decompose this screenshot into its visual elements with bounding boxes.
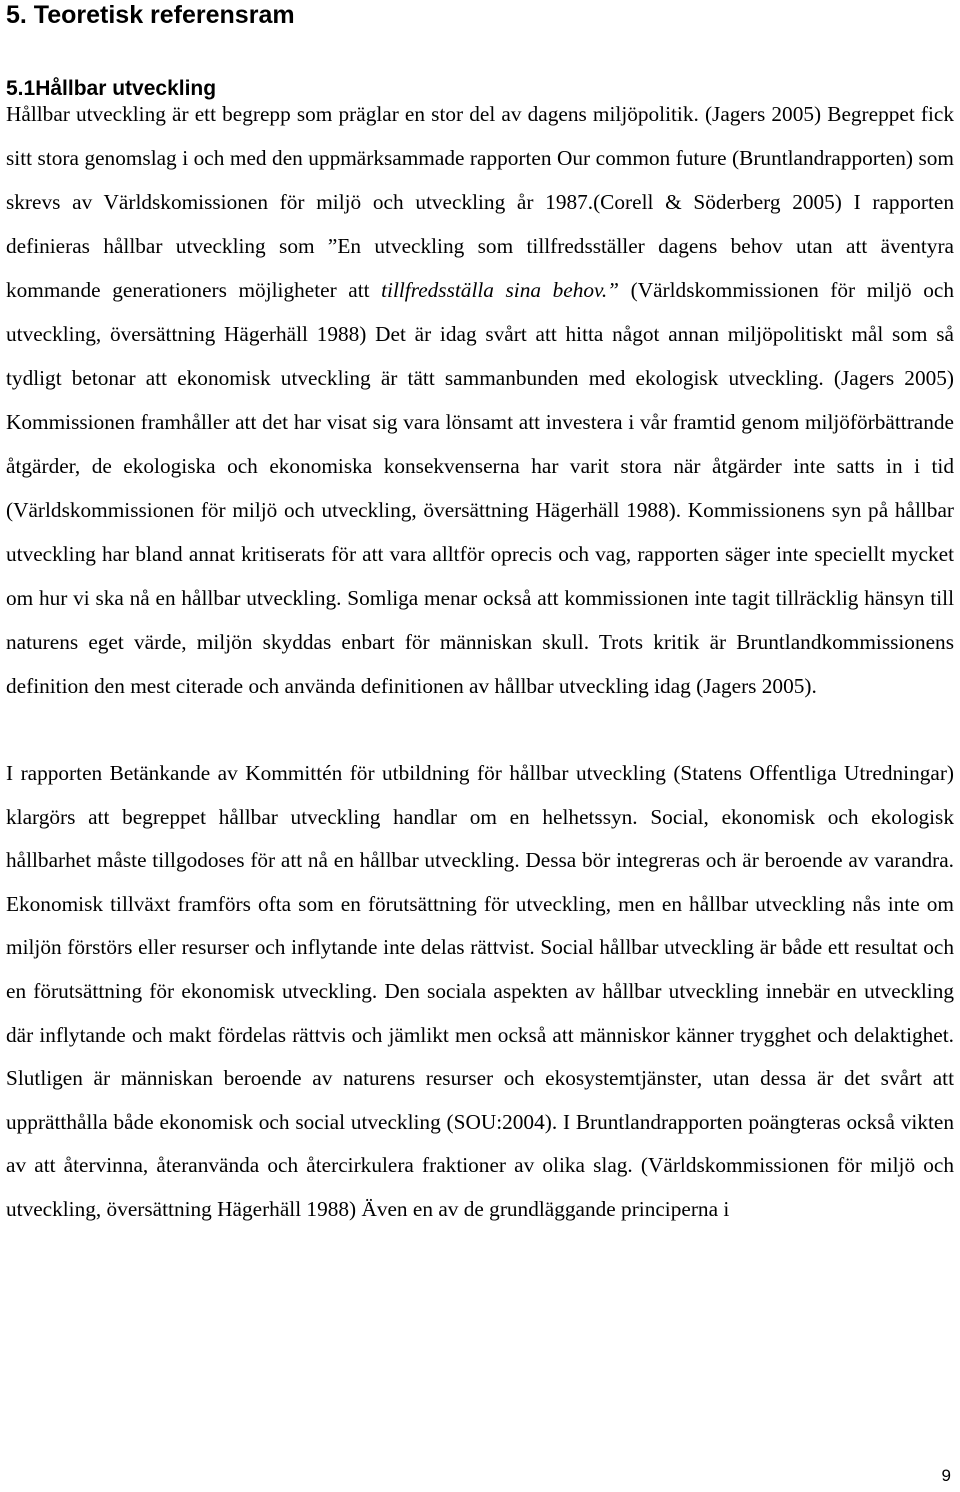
paragraph-sou-report: I rapporten Betänkande av Kommittén för utbildning för hållbar utveckling (Statens Offentliga Utredningar) klargörs att begreppet hållbar utveckling handlar om en helhetssyn. Social, ekonomisk och ekologisk hållbarhet måste tillgodoses för att nå en hållbar utveckling. Dessa bör integreras och är beroende av varandra. Ekonomisk tillväxt framförs ofta som en förutsättning för utveckling, men en hållbar utveckling nås inte om miljön förstörs eller resurser och inflytande inte delas rättvist. Social hållbar utveckling är både ett resultat och en förutsättning för ekonomisk utveckling. Den sociala aspekten av hållbar utveckling innebär en utveckling där inflytande och makt fördelas rättvis och jämlikt men också att människor känner trygghet och delaktighet. Slutligen är människan beroende av naturens resurser och ekosystemtjänster, utan dessa är det svårt att upprätthålla både ekonomisk och social utveckling (SOU:2004). I Bruntlandrapporten poängteras också vikten av att återvinna, återanvända och återcirkulera fraktioner av olika slag. (Världskommissionen för miljö och utveckling, översättning Hägerhäll 1988) Även en av de grundläggande principerna i <box>6 761 954 1221</box>
paragraph-text-before-quote: Begreppet fick sitt stora genomslag i och med den uppmärksammade rapporten Our common future (Bruntlandrapporten) som skrevs av Världskomissionen för miljö och utveckling år 1987.(Corell & Söderberg 2005) I rapporten definieras hållbar utveckling som ”En utveckling som tillfredsställer dagens behov utan att äventyra kommande generationers möjligheter att <box>6 102 954 302</box>
chapter-title: 5. Teoretisk referensram <box>6 1 295 29</box>
section-title: 5.1Hållbar utveckling <box>6 77 217 100</box>
paragraph-sustainable-development <box>6 92 954 708</box>
page-number: 9 <box>941 1466 951 1485</box>
italic-quote: tillfredsställa sina behov.” <box>381 278 620 302</box>
paragraph-first-line: Hållbar utveckling är ett begrepp som präglar en stor del av dagens miljöpolitik. (Jagers 2005) <box>6 102 822 126</box>
paragraph-text-after-quote: (Världskommissionen för miljö och utveckling, översättning Hägerhäll 1988) Det är idag svårt att hitta något annan miljöpolitiskt mål som så tydligt betonar att ekonomisk utveckling är tätt sammanbunden med ekologisk utveckling. (Jagers 2005) Kommissionen framhåller att det har visat sig vara lönsamt att investera i vår framtid genom miljöförbättrande åtgärder, de ekologiska och ekonomiska konsekvenserna har varit stora när åtgärder inte satts in i tid (Världskommissionen för miljö och utveckling, översättning Hägerhäll 1988). Kommissionens syn på hållbar utveckling har bland annat kritiserats för att vara alltför oprecis och vag, rapporten säger inte speciellt mycket om hur vi ska nå en hållbar utveckling. Somliga menar också att kommissionen inte tagit tillräcklig hänsyn till naturens eget värde, miljön skyddas enbart för människan skull. Trots kritik är Bruntlandkommissionens definition den mest citerade och använda definitionen av hållbar utveckling idag (Jagers 2005). <box>6 278 954 698</box>
